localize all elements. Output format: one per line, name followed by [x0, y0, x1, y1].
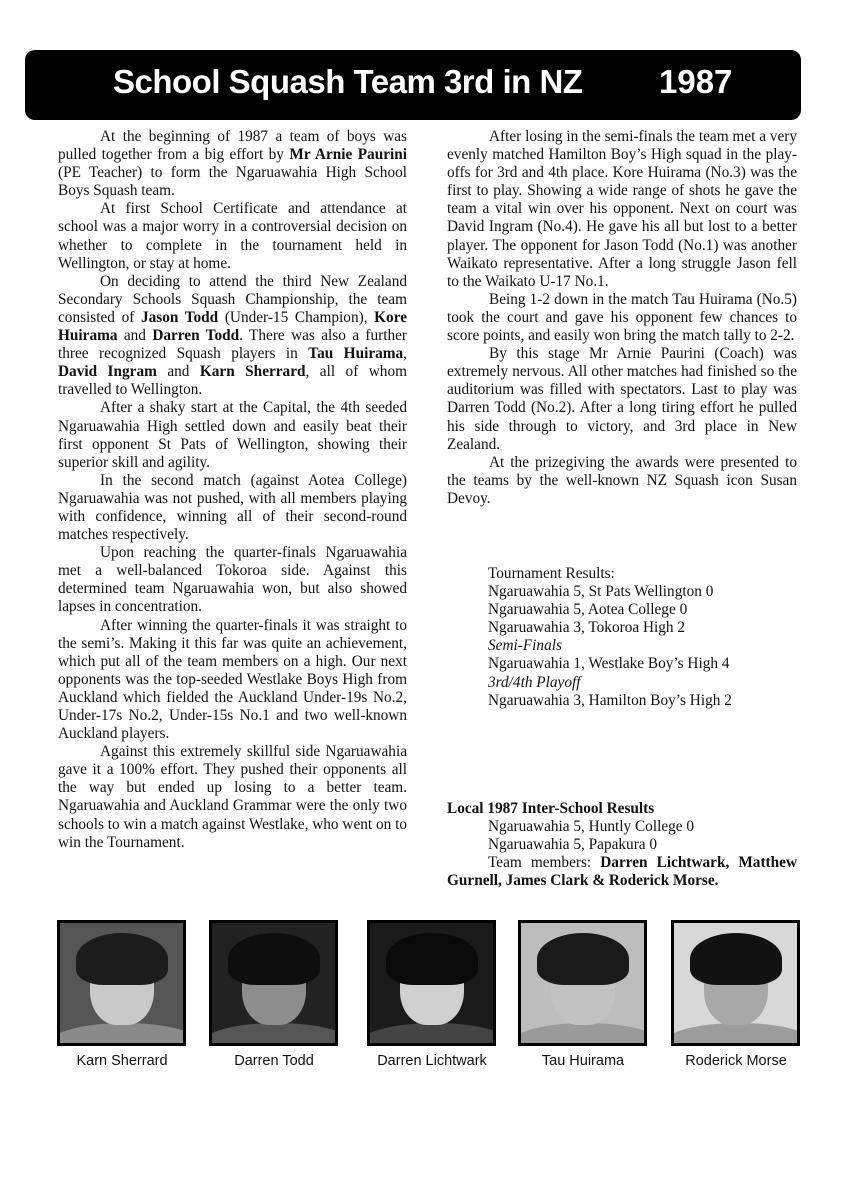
photo-caption: Roderick Morse [685, 1053, 787, 1069]
article-paragraph [447, 454, 797, 508]
bold-name: Karn Sherrard [199, 363, 306, 381]
paragraph-text: and [156, 363, 200, 381]
bold-name: Tau Huirama [308, 345, 404, 363]
paragraph-text: By this stage Mr Arnie Paurini (Coach) was extremely nervous. All other matches had finished so the auditorium was filled with spectators. Last to play was Darren Todd (No.2). After a long tiring effort he pulled his side through to victory, and 3rd place in New Zealand. [447, 345, 797, 453]
result-subheading: Semi-Finals [488, 637, 562, 655]
title-banner [25, 50, 801, 120]
team-members-names: Darren Lichtwark, Matthew Gurnell, James Clark & Roderick Morse. [447, 854, 797, 890]
photo-darren-lichtwark [367, 920, 496, 1046]
local-result-line: Ngaruawahia 5, Papakura 0 [488, 836, 658, 854]
paragraph-text: At the beginning of 1987 a team of boys was pulled together from a big effort by [58, 128, 407, 164]
page-title: School Squash Team 3rd in NZ [113, 63, 583, 100]
article-paragraph [447, 345, 797, 454]
article-paragraph [447, 291, 797, 345]
local-result-line: Ngaruawahia 5, Huntly College 0 [488, 818, 695, 836]
photo-karn-sherrard [57, 920, 186, 1046]
local-results [447, 800, 797, 890]
photo-caption: Darren Lichtwark [377, 1053, 487, 1069]
article-paragraph [58, 273, 407, 400]
tournament-results-heading: Tournament Results: [488, 565, 615, 582]
tournament-results [488, 565, 732, 710]
paragraph-text: After losing in the semi-finals the team met a very evenly matched Hamilton Boy’s High squad in the play-offs for 3rd and 4th place. Kore Huirama (No.3) was the first to play. Showing a wide range of shots he gave the team a vital win over his opponent. Next on court was David Ingram (No.4). He gave his all but lost to a better player. The opponent for Jason Todd (No.1) was another Waikato representative. After a long struggle Jason fell to the Waikato U-17 No.1. [447, 128, 797, 290]
local-results-heading: Local 1987 Inter-School Results [447, 800, 655, 817]
photo-caption: Darren Todd [234, 1053, 314, 1069]
paragraph-text: and [117, 327, 153, 345]
article-right-column [447, 128, 797, 508]
article-paragraph [58, 743, 407, 852]
photo-caption: Tau Huirama [541, 1053, 625, 1069]
paragraph-text: In the second match (against Aotea College) Ngaruawahia was not pushed, with all members playing with confidence, winning all of their second-round matches respectively. [58, 471, 407, 544]
article-paragraph [58, 200, 407, 272]
article-paragraph [58, 472, 407, 544]
bold-name: Kore Huirama [58, 308, 408, 345]
paragraph-text: , all of whom travelled to Wellington. [58, 363, 407, 399]
result-line: Ngaruawahia 5, St Pats Wellington 0 [488, 583, 714, 601]
article-paragraph [58, 617, 407, 744]
paragraph-text: At the prizegiving the awards were presented to the teams by the well-known NZ Squash icon Susan Devoy. [447, 453, 797, 507]
bold-name: Mr Arnie Paurini [289, 146, 408, 164]
article-paragraph [58, 399, 407, 471]
team-members [447, 854, 797, 890]
paragraph-text: At first School Certificate and attendance at school was a major worry in a controversial decision on whether to complete in the tournament held in Wellington, or stay at home. [58, 200, 407, 272]
bold-name: Darren Todd [152, 327, 240, 345]
paragraph-text: Against this extremely skillful side Ngaruawahia gave it a 100% effort. They pushed their opponents all the way but ended up losing to a better team. Ngaruawahia and Auckland Grammar were the only two schools to win a match against Westlake, who went on to win the Tournament. [58, 743, 407, 851]
paragraph-text: Being 1-2 down in the match Tau Huirama (No.5) took the court and gave his opponent few chances to score points, and easily won bring the match tally to 2-2. [447, 290, 797, 345]
article-paragraph [447, 128, 797, 291]
paragraph-text: On deciding to attend the third New Zealand Secondary Schools Squash Championship, the team consisted of [58, 272, 407, 326]
article-left-column [58, 128, 407, 852]
photo-darren-todd [209, 920, 338, 1046]
bold-name: David Ingram [58, 363, 157, 381]
page-year: 1987 [659, 63, 733, 100]
result-line: Ngaruawahia 1, Westlake Boy’s High 4 [488, 655, 730, 673]
paragraph-text: Upon reaching the quarter-finals Ngaruawahia met a well-balanced Tokoroa side. Against this determined team Ngaruawahia won, but also showed lapses in concentration. [58, 544, 407, 616]
team-members-label: Team members: [488, 854, 601, 872]
photo-caption: Karn Sherrard [76, 1053, 168, 1069]
paragraph-text: . There was also a further three recognized Squash players in [58, 327, 407, 363]
article-paragraph [58, 544, 407, 616]
paragraph-text: (Under-15 Champion), [218, 308, 375, 326]
bold-name: Jason Todd [140, 308, 219, 326]
result-subheading: 3rd/4th Playoff [488, 673, 581, 691]
result-line: Ngaruawahia 5, Aotea College 0 [488, 601, 688, 619]
photo-tau-huirama [518, 920, 647, 1046]
paragraph-text: , [403, 345, 407, 363]
paragraph-text: After a shaky start at the Capital, the 4th seeded Ngaruawahia High settled down and easily beat their first opponent St Pats of Wellington, showing their superior skill and agility. [58, 399, 407, 471]
photo-roderick-morse [671, 920, 800, 1046]
result-line: Ngaruawahia 3, Hamilton Boy’s High 2 [488, 691, 732, 709]
result-line: Ngaruawahia 3, Tokoroa High 2 [488, 619, 686, 637]
paragraph-text: (PE Teacher) to form the Ngaruawahia High School Boys Squash team. [58, 164, 407, 200]
paragraph-text: After winning the quarter-finals it was straight to the semi’s. Making it this far was quite an achievement, which put all of the team members on a high. Our next opponents was the top-seeded Westlake Boys High from Auckland which fielded the Auckland Under-19s No.2, Under-17s No.2, Under-15s No.1 and two well-known Auckland players. [58, 616, 407, 743]
article-paragraph [58, 128, 407, 200]
